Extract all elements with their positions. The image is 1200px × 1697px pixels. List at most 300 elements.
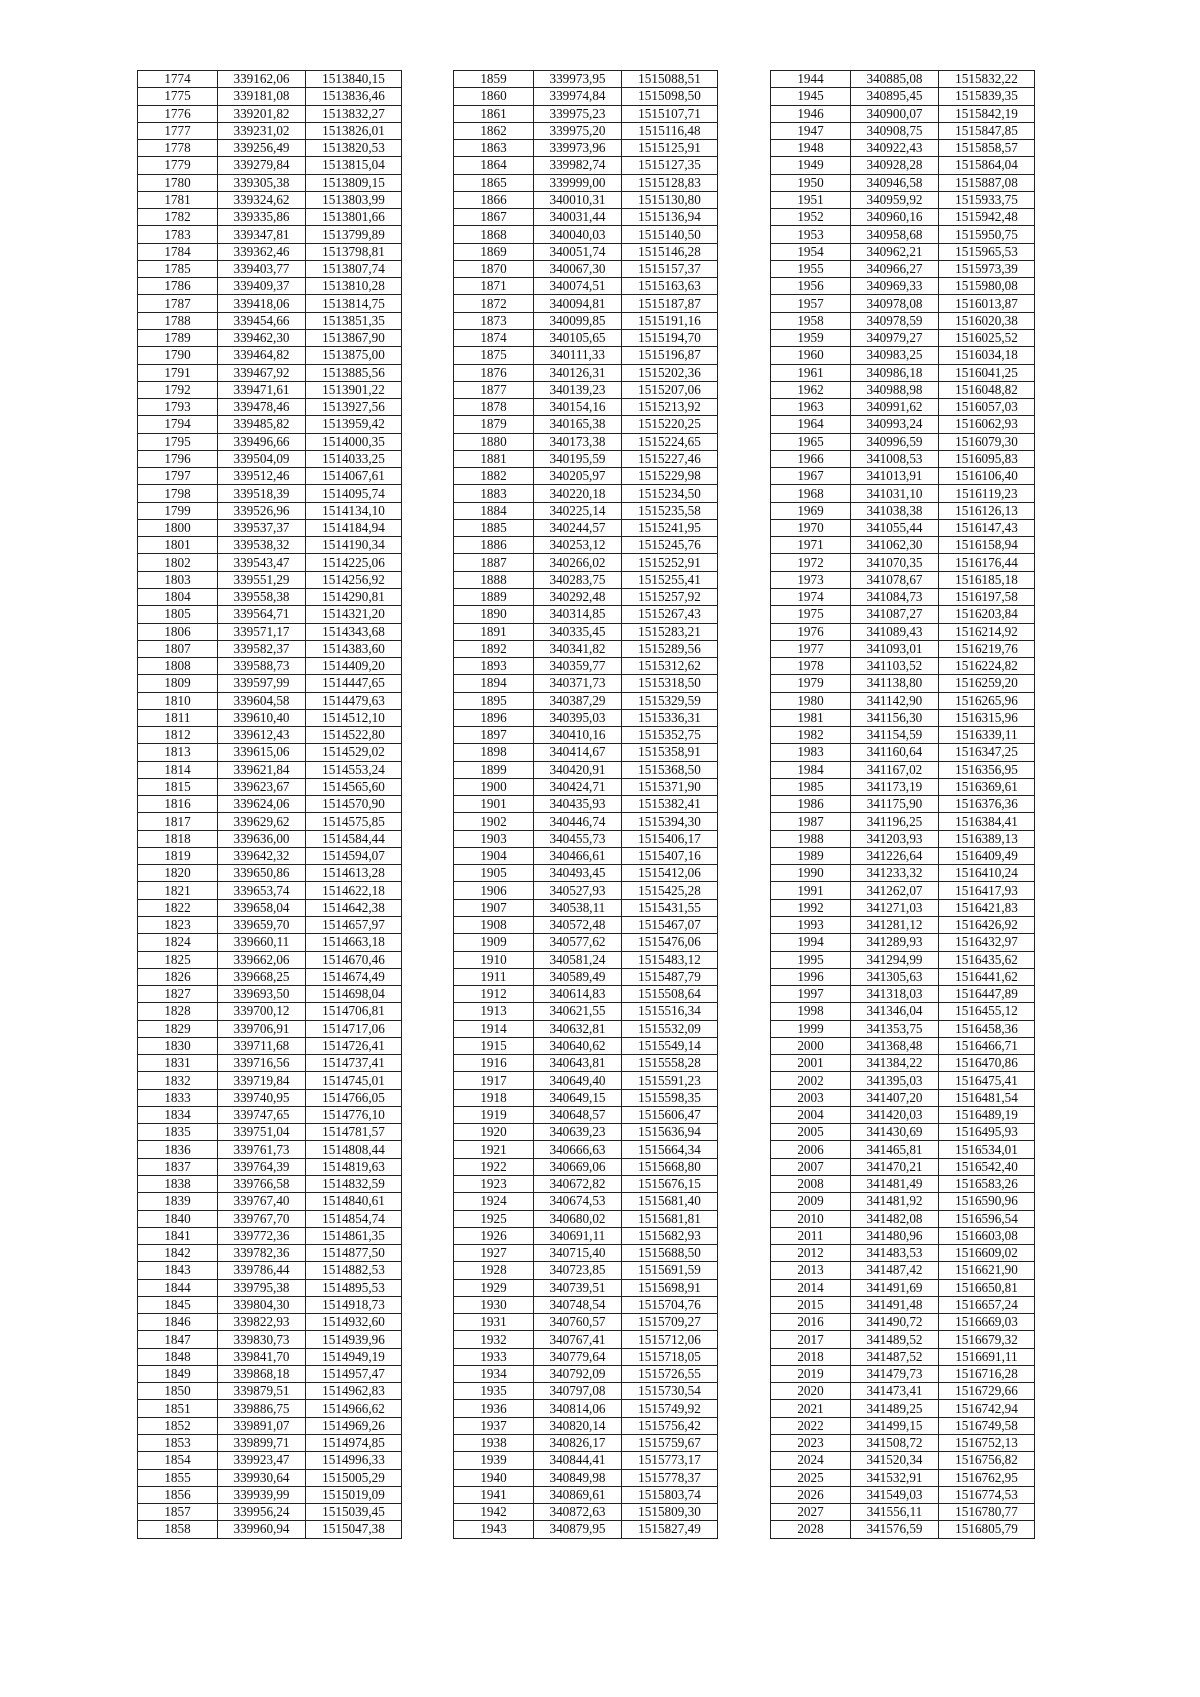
table-row — [454, 847, 718, 864]
y-coordinate-cell: 1515606,47 — [622, 1106, 718, 1123]
point-number-cell: 1844 — [138, 1279, 218, 1296]
table-row — [138, 1417, 402, 1434]
table-row — [138, 692, 402, 709]
point-number-cell: 1852 — [138, 1417, 218, 1434]
x-coordinate-cell: 339621,84 — [218, 761, 306, 778]
table-row — [454, 502, 718, 519]
y-coordinate-cell: 1516410,24 — [939, 865, 1035, 882]
x-coordinate-cell: 340996,59 — [851, 433, 939, 450]
point-number-cell: 1936 — [454, 1400, 534, 1417]
table-row — [138, 519, 402, 536]
table-row — [138, 502, 402, 519]
x-coordinate-cell: 340139,23 — [534, 381, 622, 398]
y-coordinate-cell: 1515352,75 — [622, 727, 718, 744]
x-coordinate-cell: 341395,03 — [851, 1072, 939, 1089]
table-row — [454, 243, 718, 260]
point-number-cell: 1968 — [771, 485, 851, 502]
table-row — [454, 830, 718, 847]
table-row — [771, 278, 1035, 295]
table-row — [771, 1417, 1035, 1434]
table-row — [771, 951, 1035, 968]
table-row — [138, 675, 402, 692]
point-number-cell: 1988 — [771, 830, 851, 847]
x-coordinate-cell: 339588,73 — [218, 658, 306, 675]
y-coordinate-cell: 1515681,81 — [622, 1210, 718, 1227]
point-number-cell: 1981 — [771, 709, 851, 726]
point-number-cell: 1928 — [454, 1262, 534, 1279]
table-row — [138, 1227, 402, 1244]
table-row — [454, 1106, 718, 1123]
table-row — [138, 537, 402, 554]
table-row — [454, 1400, 718, 1417]
table-row — [138, 1469, 402, 1486]
table-row — [138, 1331, 402, 1348]
y-coordinate-cell: 1514808,44 — [306, 1141, 402, 1158]
point-number-cell: 1987 — [771, 813, 851, 830]
x-coordinate-cell: 341465,81 — [851, 1141, 939, 1158]
point-number-cell: 1926 — [454, 1227, 534, 1244]
y-coordinate-cell: 1514095,74 — [306, 485, 402, 502]
x-coordinate-cell: 340648,57 — [534, 1106, 622, 1123]
y-coordinate-cell: 1513798,81 — [306, 243, 402, 260]
x-coordinate-cell: 341490,72 — [851, 1314, 939, 1331]
coordinate-table-1 — [137, 70, 402, 1539]
point-number-cell: 2028 — [771, 1521, 851, 1538]
point-number-cell: 2021 — [771, 1400, 851, 1417]
y-coordinate-cell: 1516432,97 — [939, 934, 1035, 951]
table-row — [771, 174, 1035, 191]
x-coordinate-cell: 341087,27 — [851, 606, 939, 623]
x-coordinate-cell: 340335,45 — [534, 623, 622, 640]
point-number-cell: 1829 — [138, 1020, 218, 1037]
point-number-cell: 1996 — [771, 968, 851, 985]
table-row — [454, 899, 718, 916]
y-coordinate-cell: 1513867,90 — [306, 329, 402, 346]
table-row — [454, 260, 718, 277]
point-number-cell: 1834 — [138, 1106, 218, 1123]
x-coordinate-cell: 341430,69 — [851, 1124, 939, 1141]
table-row — [138, 1296, 402, 1313]
y-coordinate-cell: 1515187,87 — [622, 295, 718, 312]
point-number-cell: 1896 — [454, 709, 534, 726]
table-row — [454, 433, 718, 450]
y-coordinate-cell: 1515371,90 — [622, 778, 718, 795]
x-coordinate-cell: 340292,48 — [534, 588, 622, 605]
x-coordinate-cell: 340154,16 — [534, 399, 622, 416]
point-number-cell: 1802 — [138, 554, 218, 571]
y-coordinate-cell: 1515933,75 — [939, 191, 1035, 208]
point-number-cell: 1814 — [138, 761, 218, 778]
table-row — [138, 1434, 402, 1451]
x-coordinate-cell: 341038,38 — [851, 502, 939, 519]
point-number-cell: 1870 — [454, 260, 534, 277]
point-number-cell: 1995 — [771, 951, 851, 968]
y-coordinate-cell: 1514840,61 — [306, 1193, 402, 1210]
y-coordinate-cell: 1516749,58 — [939, 1417, 1035, 1434]
table-row — [454, 968, 718, 985]
table-row — [454, 709, 718, 726]
point-number-cell: 1913 — [454, 1003, 534, 1020]
point-number-cell: 1907 — [454, 899, 534, 916]
table-row — [138, 157, 402, 174]
table-row — [454, 1365, 718, 1382]
x-coordinate-cell: 340900,07 — [851, 105, 939, 122]
x-coordinate-cell: 341520,34 — [851, 1452, 939, 1469]
x-coordinate-cell: 340672,82 — [534, 1176, 622, 1193]
y-coordinate-cell: 1515227,46 — [622, 450, 718, 467]
x-coordinate-cell: 340869,61 — [534, 1486, 622, 1503]
table-row — [454, 1262, 718, 1279]
x-coordinate-cell: 341084,73 — [851, 588, 939, 605]
table-row — [771, 468, 1035, 485]
y-coordinate-cell: 1514776,10 — [306, 1106, 402, 1123]
point-number-cell: 1948 — [771, 140, 851, 157]
y-coordinate-cell: 1515425,28 — [622, 882, 718, 899]
point-number-cell: 1780 — [138, 174, 218, 191]
x-coordinate-cell: 340010,31 — [534, 191, 622, 208]
y-coordinate-cell: 1516752,13 — [939, 1434, 1035, 1451]
x-coordinate-cell: 340966,27 — [851, 260, 939, 277]
y-coordinate-cell: 1513826,01 — [306, 122, 402, 139]
x-coordinate-cell: 341576,59 — [851, 1521, 939, 1538]
point-number-cell: 1881 — [454, 450, 534, 467]
x-coordinate-cell: 339975,20 — [534, 122, 622, 139]
coordinate-table-3 — [770, 70, 1035, 1539]
y-coordinate-cell: 1515688,50 — [622, 1245, 718, 1262]
x-coordinate-cell: 341203,93 — [851, 830, 939, 847]
table-row — [771, 1521, 1035, 1538]
point-number-cell: 1822 — [138, 899, 218, 916]
point-number-cell: 1962 — [771, 381, 851, 398]
x-coordinate-cell: 339629,62 — [218, 813, 306, 830]
table-row — [138, 830, 402, 847]
y-coordinate-cell: 1514409,20 — [306, 658, 402, 675]
point-number-cell: 1811 — [138, 709, 218, 726]
table-row — [454, 1158, 718, 1175]
point-number-cell: 1860 — [454, 88, 534, 105]
x-coordinate-cell: 340493,45 — [534, 865, 622, 882]
table-row — [138, 122, 402, 139]
x-coordinate-cell: 339923,47 — [218, 1452, 306, 1469]
table-row — [771, 364, 1035, 381]
point-number-cell: 1832 — [138, 1072, 218, 1089]
y-coordinate-cell: 1515127,35 — [622, 157, 718, 174]
point-number-cell: 1952 — [771, 209, 851, 226]
table-row — [771, 157, 1035, 174]
table-row — [454, 1141, 718, 1158]
x-coordinate-cell: 341175,90 — [851, 796, 939, 813]
point-number-cell: 2006 — [771, 1141, 851, 1158]
x-coordinate-cell: 340105,65 — [534, 329, 622, 346]
y-coordinate-cell: 1516041,25 — [939, 364, 1035, 381]
point-number-cell: 1813 — [138, 744, 218, 761]
point-number-cell: 1963 — [771, 399, 851, 416]
table-row — [771, 1210, 1035, 1227]
point-number-cell: 2011 — [771, 1227, 851, 1244]
point-number-cell: 1856 — [138, 1486, 218, 1503]
table-row — [771, 1469, 1035, 1486]
point-number-cell: 1929 — [454, 1279, 534, 1296]
y-coordinate-cell: 1515116,48 — [622, 122, 718, 139]
table-row — [454, 1279, 718, 1296]
x-coordinate-cell: 341487,42 — [851, 1262, 939, 1279]
table-row — [771, 744, 1035, 761]
point-number-cell: 1878 — [454, 399, 534, 416]
x-coordinate-cell: 339512,46 — [218, 468, 306, 485]
y-coordinate-cell: 1516583,26 — [939, 1176, 1035, 1193]
table-row — [771, 1106, 1035, 1123]
point-number-cell: 1927 — [454, 1245, 534, 1262]
table-row — [771, 847, 1035, 864]
table-row — [771, 485, 1035, 502]
table-row — [138, 1383, 402, 1400]
point-number-cell: 1817 — [138, 813, 218, 830]
table-row — [771, 191, 1035, 208]
x-coordinate-cell: 341196,25 — [851, 813, 939, 830]
point-number-cell: 1940 — [454, 1469, 534, 1486]
point-number-cell: 1862 — [454, 122, 534, 139]
point-number-cell: 1864 — [454, 157, 534, 174]
table-row — [454, 588, 718, 605]
point-number-cell: 1809 — [138, 675, 218, 692]
x-coordinate-cell: 341262,07 — [851, 882, 939, 899]
table-row — [138, 381, 402, 398]
y-coordinate-cell: 1513799,89 — [306, 226, 402, 243]
x-coordinate-cell: 339761,73 — [218, 1141, 306, 1158]
x-coordinate-cell: 341173,19 — [851, 778, 939, 795]
y-coordinate-cell: 1515476,06 — [622, 934, 718, 951]
point-number-cell: 1808 — [138, 658, 218, 675]
x-coordinate-cell: 339467,92 — [218, 364, 306, 381]
y-coordinate-cell: 1515252,91 — [622, 554, 718, 571]
x-coordinate-cell: 340639,23 — [534, 1124, 622, 1141]
table-row — [138, 416, 402, 433]
point-number-cell: 1943 — [454, 1521, 534, 1538]
point-number-cell: 1977 — [771, 640, 851, 657]
point-number-cell: 1989 — [771, 847, 851, 864]
y-coordinate-cell: 1515508,64 — [622, 986, 718, 1003]
y-coordinate-cell: 1515128,83 — [622, 174, 718, 191]
y-coordinate-cell: 1516495,93 — [939, 1124, 1035, 1141]
x-coordinate-cell: 340993,24 — [851, 416, 939, 433]
x-coordinate-cell: 340767,41 — [534, 1331, 622, 1348]
point-number-cell: 1831 — [138, 1055, 218, 1072]
point-number-cell: 1783 — [138, 226, 218, 243]
y-coordinate-cell: 1516265,96 — [939, 692, 1035, 709]
point-number-cell: 1851 — [138, 1400, 218, 1417]
table-row — [454, 450, 718, 467]
point-number-cell: 1916 — [454, 1055, 534, 1072]
y-coordinate-cell: 1515487,79 — [622, 968, 718, 985]
x-coordinate-cell: 340986,18 — [851, 364, 939, 381]
y-coordinate-cell: 1514522,80 — [306, 727, 402, 744]
x-coordinate-cell: 339767,40 — [218, 1193, 306, 1210]
x-coordinate-cell: 340581,24 — [534, 951, 622, 968]
point-number-cell: 1953 — [771, 226, 851, 243]
point-number-cell: 2010 — [771, 1210, 851, 1227]
y-coordinate-cell: 1513801,66 — [306, 209, 402, 226]
x-coordinate-cell: 339795,38 — [218, 1279, 306, 1296]
table-row — [771, 640, 1035, 657]
y-coordinate-cell: 1514584,44 — [306, 830, 402, 847]
x-coordinate-cell: 340844,41 — [534, 1452, 622, 1469]
table-row — [454, 554, 718, 571]
point-number-cell: 1887 — [454, 554, 534, 571]
x-coordinate-cell: 339973,95 — [534, 71, 622, 88]
point-number-cell: 1910 — [454, 951, 534, 968]
y-coordinate-cell: 1516214,92 — [939, 623, 1035, 640]
x-coordinate-cell: 339960,94 — [218, 1521, 306, 1538]
y-coordinate-cell: 1515591,23 — [622, 1072, 718, 1089]
x-coordinate-cell: 341103,52 — [851, 658, 939, 675]
point-number-cell: 1891 — [454, 623, 534, 640]
x-coordinate-cell: 339464,82 — [218, 347, 306, 364]
y-coordinate-cell: 1516176,44 — [939, 554, 1035, 571]
y-coordinate-cell: 1515726,55 — [622, 1365, 718, 1382]
x-coordinate-cell: 340849,98 — [534, 1469, 622, 1486]
table-row — [138, 813, 402, 830]
table-row — [454, 606, 718, 623]
point-number-cell: 1850 — [138, 1383, 218, 1400]
point-number-cell: 1970 — [771, 519, 851, 536]
x-coordinate-cell: 341305,63 — [851, 968, 939, 985]
point-number-cell: 1805 — [138, 606, 218, 623]
y-coordinate-cell: 1514832,59 — [306, 1176, 402, 1193]
point-number-cell: 1775 — [138, 88, 218, 105]
x-coordinate-cell: 339939,99 — [218, 1486, 306, 1503]
point-number-cell: 2016 — [771, 1314, 851, 1331]
x-coordinate-cell: 340094,81 — [534, 295, 622, 312]
y-coordinate-cell: 1514184,94 — [306, 519, 402, 536]
x-coordinate-cell: 340621,55 — [534, 1003, 622, 1020]
table-row — [771, 588, 1035, 605]
point-number-cell: 1997 — [771, 986, 851, 1003]
x-coordinate-cell: 339462,30 — [218, 329, 306, 346]
x-coordinate-cell: 339956,24 — [218, 1504, 306, 1521]
point-number-cell: 1876 — [454, 364, 534, 381]
table-row — [771, 1055, 1035, 1072]
y-coordinate-cell: 1516013,87 — [939, 295, 1035, 312]
y-coordinate-cell: 1515140,50 — [622, 226, 718, 243]
x-coordinate-cell: 340067,30 — [534, 260, 622, 277]
table-row — [771, 1245, 1035, 1262]
y-coordinate-cell: 1514663,18 — [306, 934, 402, 951]
point-number-cell: 1982 — [771, 727, 851, 744]
x-coordinate-cell: 341154,59 — [851, 727, 939, 744]
y-coordinate-cell: 1513901,22 — [306, 381, 402, 398]
y-coordinate-cell: 1514717,06 — [306, 1020, 402, 1037]
x-coordinate-cell: 340527,93 — [534, 882, 622, 899]
x-coordinate-cell: 339782,36 — [218, 1245, 306, 1262]
x-coordinate-cell: 340387,29 — [534, 692, 622, 709]
table-row — [138, 968, 402, 985]
point-number-cell: 1794 — [138, 416, 218, 433]
y-coordinate-cell: 1515773,17 — [622, 1452, 718, 1469]
x-coordinate-cell: 339719,84 — [218, 1072, 306, 1089]
x-coordinate-cell: 339478,46 — [218, 399, 306, 416]
point-number-cell: 1961 — [771, 364, 851, 381]
y-coordinate-cell: 1514939,96 — [306, 1331, 402, 1348]
y-coordinate-cell: 1513885,56 — [306, 364, 402, 381]
x-coordinate-cell: 339610,40 — [218, 709, 306, 726]
table-row — [771, 571, 1035, 588]
point-number-cell: 1915 — [454, 1037, 534, 1054]
table-row — [138, 1037, 402, 1054]
y-coordinate-cell: 1513820,53 — [306, 140, 402, 157]
point-number-cell: 1937 — [454, 1417, 534, 1434]
point-number-cell: 1839 — [138, 1193, 218, 1210]
point-number-cell: 2014 — [771, 1279, 851, 1296]
x-coordinate-cell: 340446,74 — [534, 813, 622, 830]
point-number-cell: 1886 — [454, 537, 534, 554]
x-coordinate-cell: 339660,11 — [218, 934, 306, 951]
table-row — [771, 623, 1035, 640]
point-number-cell: 2005 — [771, 1124, 851, 1141]
y-coordinate-cell: 1515407,16 — [622, 847, 718, 864]
point-number-cell: 1778 — [138, 140, 218, 157]
x-coordinate-cell: 340395,03 — [534, 709, 622, 726]
table-row — [454, 278, 718, 295]
point-number-cell: 1932 — [454, 1331, 534, 1348]
y-coordinate-cell: 1515681,40 — [622, 1193, 718, 1210]
y-coordinate-cell: 1515358,91 — [622, 744, 718, 761]
table-row — [454, 1452, 718, 1469]
x-coordinate-cell: 339659,70 — [218, 917, 306, 934]
table-row — [454, 986, 718, 1003]
table-row — [138, 260, 402, 277]
y-coordinate-cell: 1513810,28 — [306, 278, 402, 295]
x-coordinate-cell: 339504,09 — [218, 450, 306, 467]
y-coordinate-cell: 1514512,10 — [306, 709, 402, 726]
table-row — [454, 796, 718, 813]
x-coordinate-cell: 340420,91 — [534, 761, 622, 778]
x-coordinate-cell: 340779,64 — [534, 1348, 622, 1365]
table-row — [138, 450, 402, 467]
table-row — [771, 709, 1035, 726]
point-number-cell: 2015 — [771, 1296, 851, 1313]
x-coordinate-cell: 339668,25 — [218, 968, 306, 985]
table-row — [454, 1089, 718, 1106]
x-coordinate-cell: 340962,21 — [851, 243, 939, 260]
x-coordinate-cell: 340826,17 — [534, 1434, 622, 1451]
table-row — [771, 122, 1035, 139]
x-coordinate-cell: 341093,01 — [851, 640, 939, 657]
x-coordinate-cell: 340225,14 — [534, 502, 622, 519]
x-coordinate-cell: 341078,67 — [851, 571, 939, 588]
table-row — [454, 1383, 718, 1400]
y-coordinate-cell: 1513851,35 — [306, 312, 402, 329]
point-number-cell: 1908 — [454, 917, 534, 934]
point-number-cell: 1828 — [138, 1003, 218, 1020]
y-coordinate-cell: 1514033,25 — [306, 450, 402, 467]
x-coordinate-cell: 340691,11 — [534, 1227, 622, 1244]
x-coordinate-cell: 341353,75 — [851, 1020, 939, 1037]
y-coordinate-cell: 1515191,16 — [622, 312, 718, 329]
x-coordinate-cell: 339418,06 — [218, 295, 306, 312]
point-number-cell: 2026 — [771, 1486, 851, 1503]
point-number-cell: 1902 — [454, 813, 534, 830]
table-row — [771, 658, 1035, 675]
x-coordinate-cell: 339868,18 — [218, 1365, 306, 1382]
x-coordinate-cell: 340820,14 — [534, 1417, 622, 1434]
x-coordinate-cell: 341556,11 — [851, 1504, 939, 1521]
table-row — [771, 1003, 1035, 1020]
x-coordinate-cell: 339822,93 — [218, 1314, 306, 1331]
y-coordinate-cell: 1513840,15 — [306, 71, 402, 88]
point-number-cell: 2025 — [771, 1469, 851, 1486]
x-coordinate-cell: 341008,53 — [851, 450, 939, 467]
point-number-cell: 1823 — [138, 917, 218, 934]
